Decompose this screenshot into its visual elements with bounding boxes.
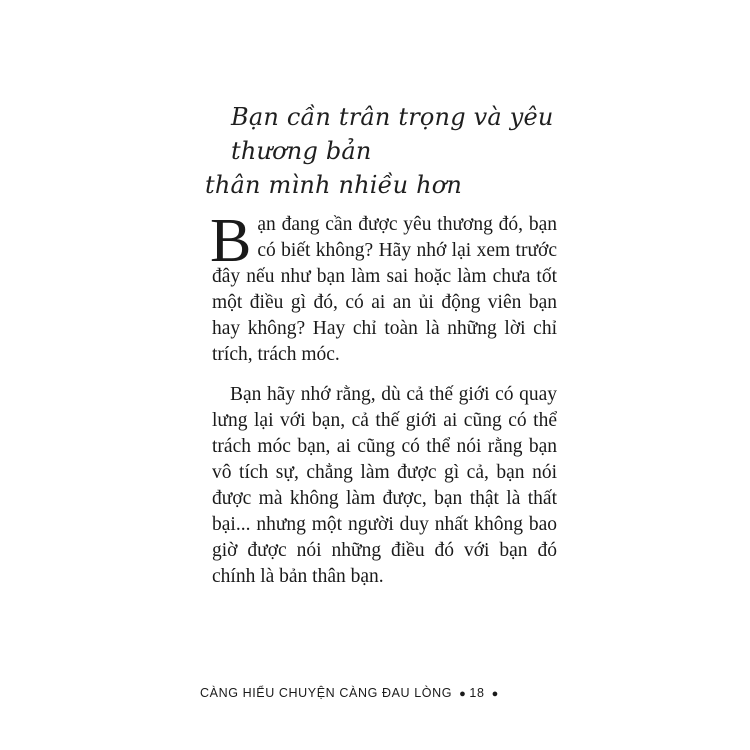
footer-bullet-right: ● (491, 688, 499, 700)
paragraph-1-text: ạn đang cần được yêu thương đó, bạn có biết không? Hãy nhớ lại xem trước đây nếu như bạn làm sai hoặc làm chưa tốt một điều gì đó, có ai an ủi động viên bạn hay không? Hay chỉ toàn là những lời chỉ trích, trách móc. (212, 214, 557, 365)
footer-book-title: CÀNG HIỂU CHUYỆN CÀNG ĐAU LÒNG (200, 686, 453, 700)
heading-line-1: Bạn cần trân trọng và yêu thương bản (231, 103, 554, 165)
page-footer (200, 686, 560, 700)
heading-line-2: thân mình nhiều hơn (205, 171, 463, 199)
drop-cap: B (210, 207, 252, 275)
footer-bullet-left: ● (459, 688, 467, 700)
page-number: 18 (469, 686, 485, 700)
section-heading (205, 100, 605, 202)
body-text (210, 207, 557, 590)
paragraph-2: Bạn hãy nhớ rằng, dù cả thế giới có quay lưng lại với bạn, cả thế giới ai cũng có thể trách móc bạn, ai cũng có thể nói rằng bạn vô tích sự, chẳng làm được gì cả, bạn nói được mà không làm được, bạn thật là thất bại... nhưng một người duy nhất không bao giờ được nói những điều đó với bạn đó chính là bản thân bạn. (212, 384, 557, 587)
paragraph-1 (210, 207, 557, 368)
